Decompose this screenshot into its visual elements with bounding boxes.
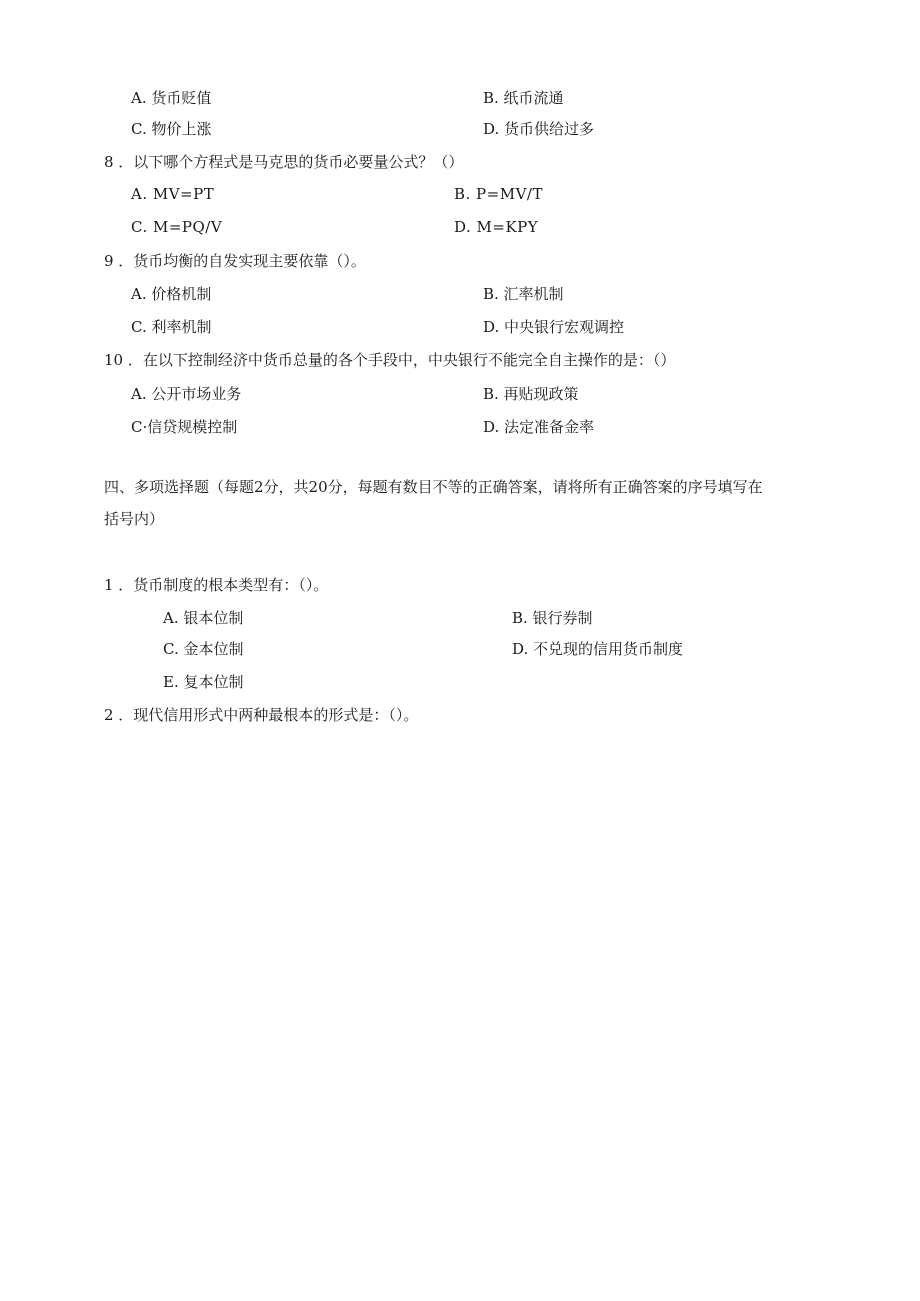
question-10: 10 ．在以下控制经济中货币总量的各个手段中，中央银行不能完全自主操作的是：（） xyxy=(104,351,676,369)
option-c-price-rise: C. 物价上涨 xyxy=(131,120,212,138)
question-9: 9 ．货币均衡的自发实现主要依靠（）。 xyxy=(104,252,366,270)
mc-question-2: 2 ．现代信用形式中两种最根本的形式是：（）。 xyxy=(104,706,419,724)
question-8-option-d: D. M=KPY xyxy=(454,218,539,236)
section-4-heading: 四、多项选择题（每题2分，共20分，每题有数目不等的正确答案，请将所有正确答案的序号填写在 xyxy=(104,478,763,496)
question-10-option-b: B. 再贴现政策 xyxy=(483,385,579,403)
question-8-option-c: C. M=PQ/V xyxy=(131,218,223,236)
question-9-option-b: B. 汇率机制 xyxy=(483,285,564,303)
question-10-option-c: C·信贷规模控制 xyxy=(131,418,238,436)
section-4-heading-cont: 括号内） xyxy=(104,510,165,528)
question-8: 8 ．以下哪个方程式是马克思的货币必要量公式？（） xyxy=(104,153,464,171)
question-10-option-d: D. 法定准备金率 xyxy=(483,418,595,436)
mc-question-1-option-e: E. 复本位制 xyxy=(163,673,244,691)
question-8-option-a: A. MV=PT xyxy=(131,185,215,203)
mc-question-1-option-c: C. 金本位制 xyxy=(163,640,244,658)
question-10-option-a: A. 公开市场业务 xyxy=(131,385,242,403)
option-d-oversupply: D. 货币供给过多 xyxy=(483,120,595,138)
mc-question-1-option-a: A. 银本位制 xyxy=(163,609,244,627)
question-9-option-d: D. 中央银行宏观调控 xyxy=(483,318,625,336)
option-b-paper-money: B. 纸币流通 xyxy=(483,89,564,107)
mc-question-1-option-d: D. 不兑现的信用货币制度 xyxy=(512,640,684,658)
question-9-option-a: A. 价格机制 xyxy=(131,285,212,303)
question-8-option-b: B. P=MV/T xyxy=(454,185,543,203)
mc-question-1: 1 ．货币制度的根本类型有：（）。 xyxy=(104,576,329,594)
question-9-option-c: C. 利率机制 xyxy=(131,318,212,336)
mc-question-1-option-b: B. 银行券制 xyxy=(512,609,593,627)
option-a-depreciation: A. 货币贬值 xyxy=(131,89,212,107)
